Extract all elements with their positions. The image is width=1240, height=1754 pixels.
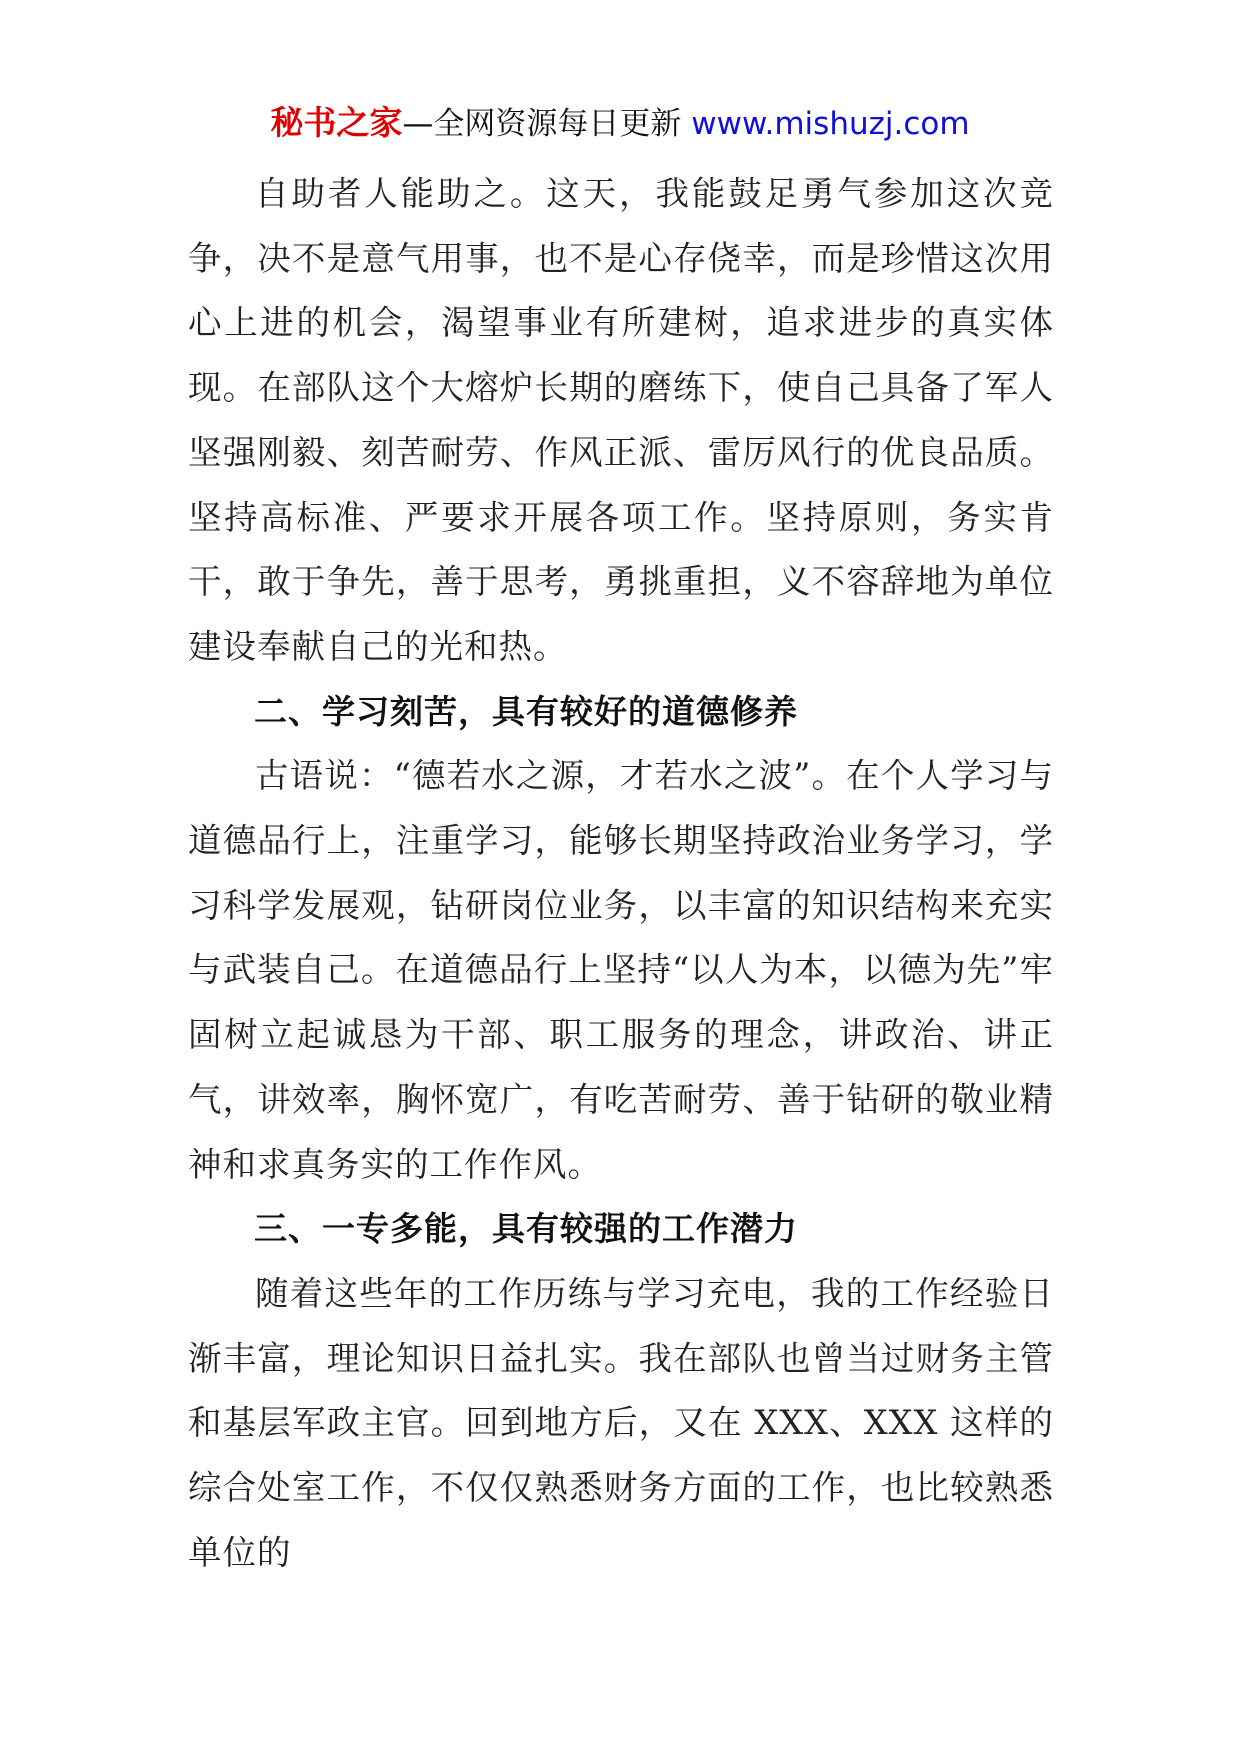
header-url[interactable]: www.mishuzj.com (691, 106, 970, 142)
header-brand: 秘书之家 (270, 103, 403, 142)
header-tagline: —全网资源每日更新 (402, 106, 682, 142)
section-heading-versatility: 三、一专多能，具有较强的工作潜力 (254, 1209, 798, 1249)
page-header (0, 98, 1240, 149)
section-heading-study: 二、学习刻苦，具有较好的道德修养 (254, 691, 798, 731)
document-body (188, 162, 1054, 1585)
paragraph-versatility: 随着这些年的工作历练与学习充电，我的工作经验日渐丰富，理论知识日益扎实。我在部队也曾当过财务主管和基层军政主官。回到地方后，又在 XXX、XXX 这样的综合处室工作，不仅仅熟悉财务方面的工作，也比较熟悉单位的 (188, 1273, 1054, 1572)
paragraph-study: 古语说：“德若水之源，才若水之波”。在个人学习与道德品行上，注重学习，能够长期坚持政治业务学习，学习科学发展观，钻研岗位业务，以丰富的知识结构来充实与武装自己。在道德品行上坚持“以人为本，以德为先”牢固树立起诚恳为干部、职工服务的理念，讲政治、讲正气，讲效率，胸怀宽广，有吃苦耐劳、善于钻研的敬业精神和求真务实的工作作风。 (188, 756, 1054, 1184)
paragraph-self-help: 自助者人能助之。这天，我能鼓足勇气参加这次竞争，决不是意气用事，也不是心存侥幸，而是珍惜这次用心上进的机会，渴望事业有所建树，追求进步的真实体现。在部队这个大熔炉长期的磨练下，使自己具备了军人坚强刚毅、刻苦耐劳、作风正派、雷厉风行的优良品质。坚持高标准、严要求开展各项工作。坚持原则，务实肯干，敢于争先，善于思考，勇挑重担，义不容辞地为单位建设奉献自己的光和热。 (188, 174, 1054, 666)
